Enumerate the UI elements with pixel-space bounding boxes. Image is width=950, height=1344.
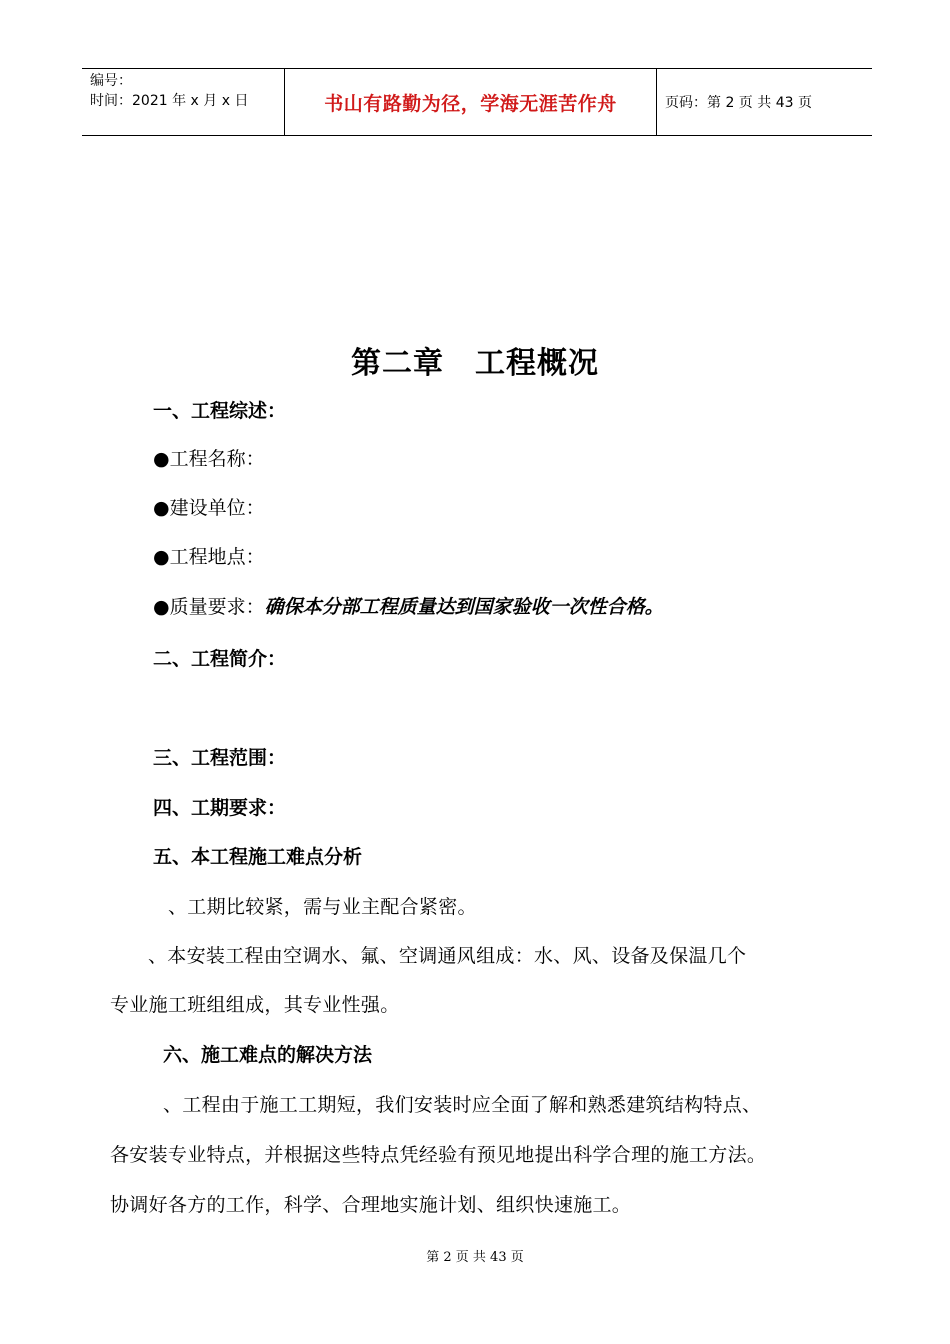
page-footer: 第 2 页 共 43 页 xyxy=(426,1250,524,1265)
item-owner: ●建设单位： xyxy=(153,497,265,519)
difficulty-paragraph-1: 、工期比较紧，需与业主配合紧密。 xyxy=(168,896,477,918)
section-heading-overview: 一、工程综述： xyxy=(153,400,287,422)
section-heading-difficulties: 五、本工程施工难点分析 xyxy=(153,846,363,868)
document-time-label: 时间：2021 年 x 月 x 日 xyxy=(90,93,249,109)
header-page-info: 页码：第 2 页 共 43 页 xyxy=(665,95,812,111)
page-header xyxy=(82,68,872,136)
item-quality-label: ●质量要求： xyxy=(153,596,265,618)
difficulty-paragraph-2-line-1: 、本安装工程由空调水、氟、空调通风组成：水、风、设备及保温几个 xyxy=(148,945,747,967)
section-heading-solutions: 六、施工难点的解决方法 xyxy=(163,1044,373,1066)
header-meta xyxy=(82,69,284,135)
header-motto-cell xyxy=(284,69,657,135)
difficulty-paragraph-2-line-2: 专业施工班组组成，其专业性强。 xyxy=(110,994,400,1016)
solution-paragraph-line-3: 协调好各方的工作，科学、合理地实施计划、组织快速施工。 xyxy=(110,1194,632,1216)
section-heading-schedule: 四、工期要求： xyxy=(153,797,287,819)
item-quality-value: 确保本分部工程质量达到国家验收一次性合格。 xyxy=(264,596,664,618)
solution-paragraph-line-2: 各安装专业特点，并根据这些特点凭经验有预见地提出科学合理的施工方法。 xyxy=(110,1144,767,1166)
chapter-title: 第二章 工程概况 xyxy=(351,346,599,381)
header-motto: 书山有路勤为径，学海无涯苦作舟 xyxy=(324,92,617,115)
item-project-name: ●工程名称： xyxy=(153,448,265,470)
item-quality xyxy=(153,593,664,621)
item-location: ●工程地点： xyxy=(153,546,265,568)
solution-paragraph-line-1: 、工程由于施工工期短，我们安装时应全面了解和熟悉建筑结构特点、 xyxy=(163,1094,762,1116)
document-number-label: 编号： xyxy=(90,73,132,89)
section-heading-intro: 二、工程简介： xyxy=(153,648,287,670)
section-heading-scope: 三、工程范围： xyxy=(153,747,287,769)
